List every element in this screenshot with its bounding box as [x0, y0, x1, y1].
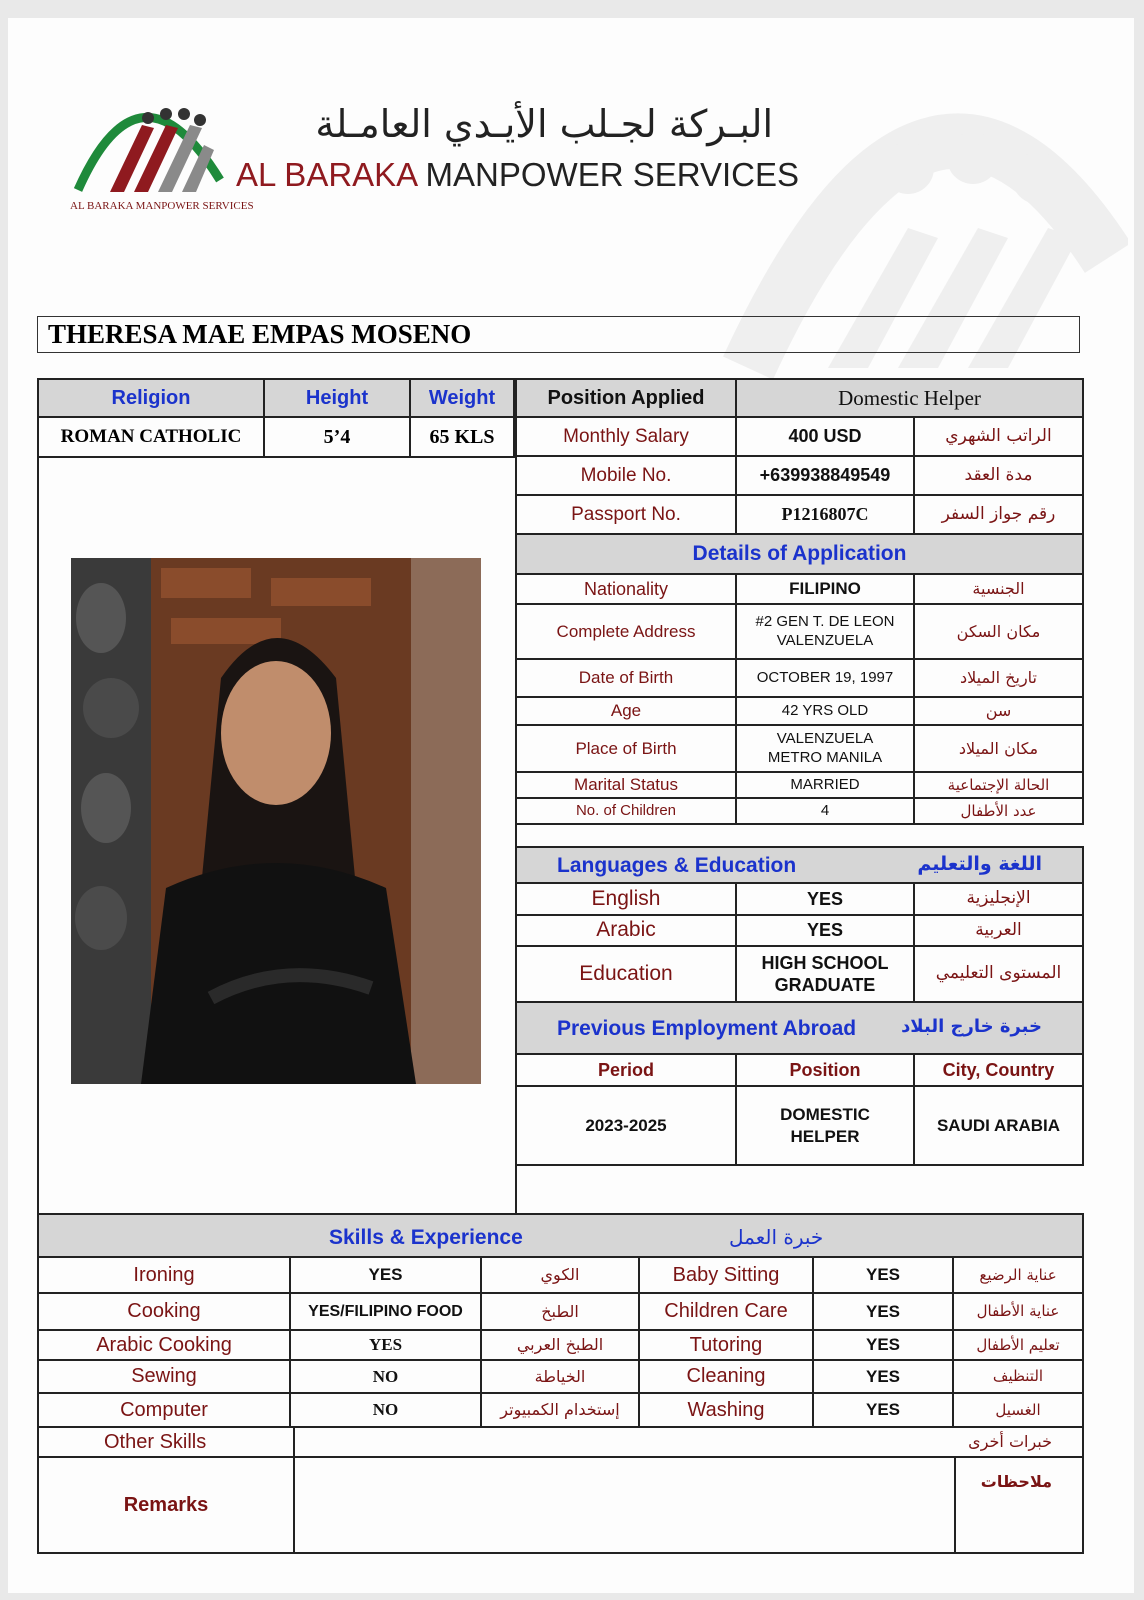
company-name-rest: MANPOWER SERVICES — [425, 156, 800, 193]
remarks-divider-right — [954, 1458, 956, 1552]
remarks-row — [37, 1458, 1084, 1554]
other-skills-label-ar: خبرات أخرى — [968, 1432, 1052, 1451]
skill-label: Cooking — [37, 1294, 291, 1331]
age-label-ar: سن — [915, 698, 1084, 726]
skill-value: YES — [814, 1394, 954, 1428]
salary-value: 400 USD — [737, 418, 915, 457]
nationality-value: FILIPINO — [737, 575, 915, 605]
skill-label-ar: إستخدام الكمبيوتر — [482, 1394, 640, 1428]
nationality-label-ar: الجنسية — [915, 575, 1084, 605]
employment-country: SAUDI ARABIA — [915, 1087, 1084, 1166]
mobile-value: +639938849549 — [737, 457, 915, 496]
other-skills-label: Other Skills — [104, 1431, 207, 1453]
skill-label-ar: الغسيل — [954, 1394, 1084, 1428]
skill-value: NO — [291, 1361, 482, 1394]
skill-label: Washing — [640, 1394, 814, 1428]
dob-label-ar: تاريخ الميلاد — [915, 660, 1084, 698]
skill-value: YES — [814, 1361, 954, 1394]
other-skills-row — [37, 1428, 1084, 1458]
skill-value: YES/FILIPINO FOOD — [291, 1294, 482, 1331]
skill-label: Children Care — [640, 1294, 814, 1331]
languages-header-bar — [515, 846, 1084, 884]
period-header: Period — [515, 1055, 737, 1087]
skill-value: YES — [814, 1331, 954, 1361]
employment-period: 2023-2025 — [515, 1087, 737, 1166]
applicant-name: THERESA MAE EMPAS MOSENO — [37, 316, 1080, 353]
pob-label: Place of Birth — [515, 726, 737, 773]
skill-value: YES — [814, 1294, 954, 1331]
english-label-ar: الإنجليزية — [915, 884, 1084, 916]
employment-header-ar: خبرة خارج البلاد — [901, 1016, 1042, 1037]
salary-label-ar: الراتب الشهري — [915, 418, 1084, 457]
skill-label: Sewing — [37, 1361, 291, 1394]
employment-header: Previous Employment Abroad — [557, 1017, 857, 1040]
nationality-label: Nationality — [515, 575, 737, 605]
education-label: Education — [515, 947, 737, 1003]
remarks-label-ar: ملاحظات — [980, 1472, 1052, 1491]
employment-position: DOMESTIC HELPER — [737, 1087, 915, 1166]
remarks-label: Remarks — [123, 1493, 209, 1516]
education-value: HIGH SCHOOL GRADUATE — [737, 947, 915, 1003]
marital-label-ar: الحالة الإجتماعية — [915, 773, 1084, 799]
skill-label: Baby Sitting — [640, 1258, 814, 1294]
height-value: 5’4 — [265, 418, 411, 458]
skills-header: Skills & Experience — [329, 1226, 523, 1249]
address-value: #2 GEN T. DE LEON VALENZUELA — [737, 605, 915, 660]
company-name-highlight: AL BARAKA — [236, 156, 417, 193]
country-header: City, Country — [915, 1055, 1084, 1087]
applicant-photo — [71, 558, 481, 1084]
logo-caption: AL BARAKA MANPOWER SERVICES — [70, 200, 254, 212]
skill-label: Tutoring — [640, 1331, 814, 1361]
passport-label: Passport No. — [515, 496, 737, 535]
mobile-label-ar: مدة العقد — [915, 457, 1084, 496]
pob-value: VALENZUELA METRO MANILA — [737, 726, 915, 773]
mobile-label: Mobile No. — [515, 457, 737, 496]
position-applied-label: Position Applied — [515, 378, 737, 418]
weight-header: Weight — [411, 378, 515, 418]
details-header: Details of Application — [515, 535, 1084, 575]
skill-value: YES — [814, 1258, 954, 1294]
arabic-label: Arabic — [515, 916, 737, 947]
skill-label: Cleaning — [640, 1361, 814, 1394]
passport-value: P1216807C — [737, 496, 915, 535]
skills-header-bar — [37, 1213, 1084, 1258]
skill-label-ar: الطبخ العربي — [482, 1331, 640, 1361]
skill-label: Computer — [37, 1394, 291, 1428]
children-label-ar: عدد الأطفال — [915, 799, 1084, 825]
company-logo-icon — [70, 70, 240, 200]
employment-header-bar — [515, 1003, 1084, 1055]
skill-label-ar: عناية الأطفال — [954, 1294, 1084, 1331]
english-label: English — [515, 884, 737, 916]
skill-label-ar: التنظيف — [954, 1361, 1084, 1394]
weight-value: 65 KLS — [411, 418, 515, 458]
skill-label: Ironing — [37, 1258, 291, 1294]
dob-value: OCTOBER 19, 1997 — [737, 660, 915, 698]
age-value: 42 YRS OLD — [737, 698, 915, 726]
skill-label-ar: تعليم الأطفال — [954, 1331, 1084, 1361]
religion-header: Religion — [37, 378, 265, 418]
salary-label: Monthly Salary — [515, 418, 737, 457]
languages-header: Languages & Education — [557, 854, 797, 877]
languages-header-ar: اللغة والتعليم — [917, 853, 1042, 875]
marital-value: MARRIED — [737, 773, 915, 799]
pob-label-ar: مكان الميلاد — [915, 726, 1084, 773]
skill-label-ar: عناية الرضيع — [954, 1258, 1084, 1294]
company-name-arabic: البـركة لجـلب الأيـدي العامـلة — [315, 102, 773, 146]
dob-label: Date of Birth — [515, 660, 737, 698]
remarks-divider-left — [293, 1458, 295, 1552]
skill-value: YES — [291, 1331, 482, 1361]
arabic-value: YES — [737, 916, 915, 947]
skill-value: YES — [291, 1258, 482, 1294]
skill-value: NO — [291, 1394, 482, 1428]
children-label: No. of Children — [515, 799, 737, 825]
position-applied-value: Domestic Helper — [737, 378, 1084, 418]
skill-label-ar: الخياطة — [482, 1361, 640, 1394]
passport-label-ar: رقم جواز السفر — [915, 496, 1084, 535]
marital-label: Marital Status — [515, 773, 737, 799]
education-label-ar: المستوى التعليمي — [915, 947, 1084, 1003]
arabic-label-ar: العربية — [915, 916, 1084, 947]
religion-value: ROMAN CATHOLIC — [37, 418, 265, 458]
position-header: Position — [737, 1055, 915, 1087]
company-name-english — [236, 156, 799, 194]
skills-header-ar: خبرة العمل — [729, 1225, 824, 1249]
cv-page — [8, 18, 1134, 1593]
skill-label-ar: الطبخ — [482, 1294, 640, 1331]
address-label-ar: مكان السكن — [915, 605, 1084, 660]
children-value: 4 — [737, 799, 915, 825]
other-skills-divider — [293, 1428, 295, 1456]
address-label: Complete Address — [515, 605, 737, 660]
skill-label-ar: الكوي — [482, 1258, 640, 1294]
height-header: Height — [265, 378, 411, 418]
age-label: Age — [515, 698, 737, 726]
skill-label: Arabic Cooking — [37, 1331, 291, 1361]
english-value: YES — [737, 884, 915, 916]
